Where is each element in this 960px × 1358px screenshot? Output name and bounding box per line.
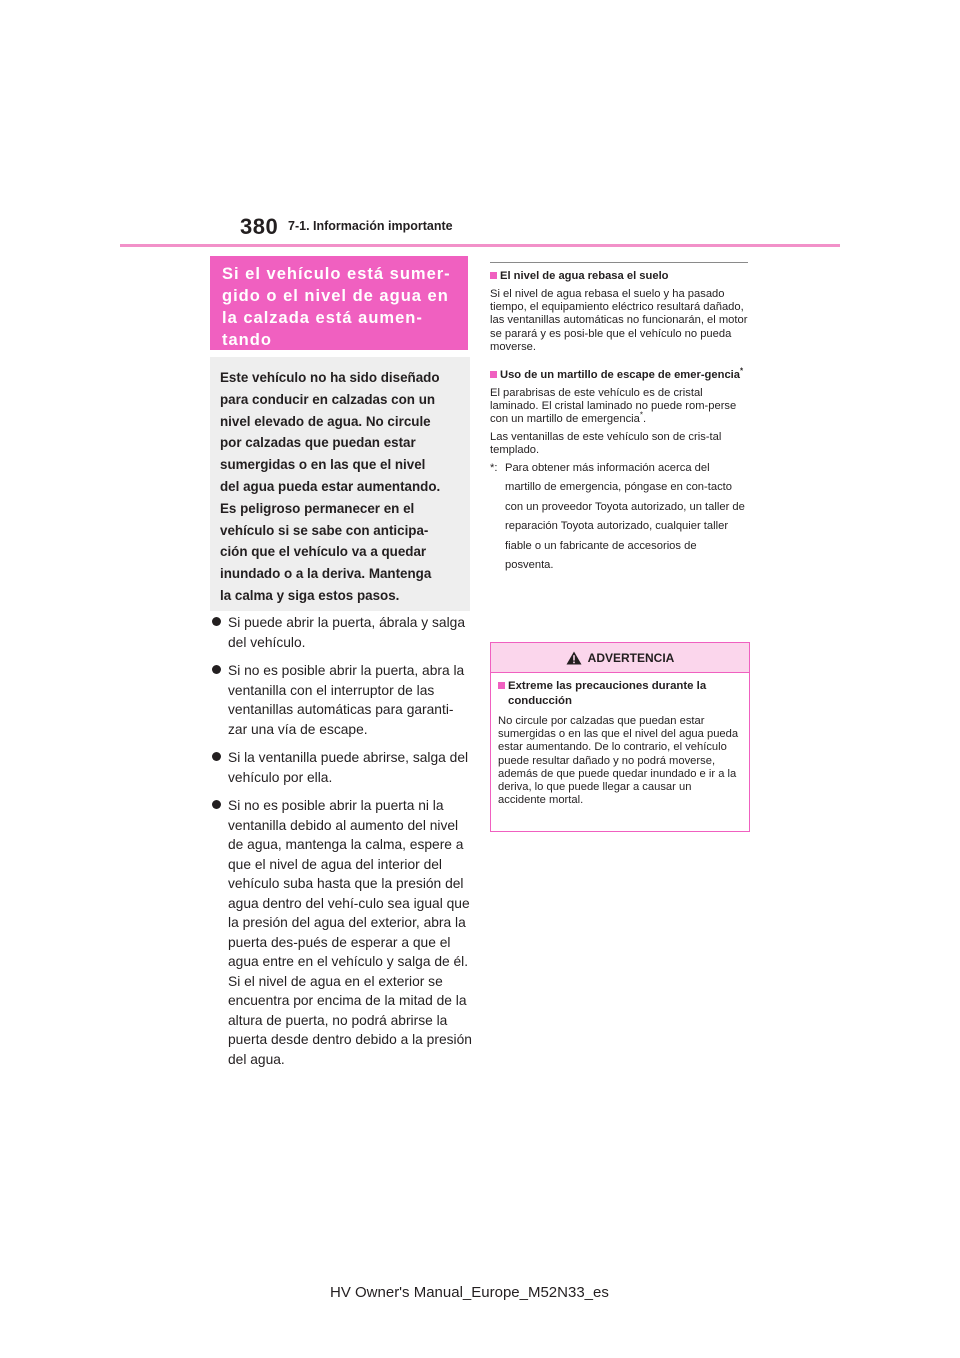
square-bullet-icon [498, 682, 505, 689]
list-item-text: Si no es posible abrir la puerta ni la ventanilla debido al aumento del nivel de agua, mantenga la calma, espere a que el nivel de agua del interior del vehículo suba hasta que la presión del agua dentro del vehí-culo sea igual que la presión del agua del exterior, abra la puerta des-pués de esperar a que el agua entre en el vehículo y salga de él. Si el nivel de agua en el exterior se encuentra por encima de la mitad de la altura de puerta, no podrá abrirse la puerta desde dentro debido a la presión del agua. [228, 798, 472, 1067]
footnote-text: Para obtener más información acerca del martillo de emergencia, póngase en con-tacto con un proveedor Toyota autorizado, un taller de reparación Toyota autorizado, cualquier taller fiable o un fabricante de accesorios de posventa. [505, 462, 745, 572]
section-heading: Si el vehículo está sumer-gido o el nivel de agua en la calzada está aumen-tando [210, 256, 468, 350]
paragraph: Si el nivel de agua rebasa el suelo y ha pasado tiempo, el equipamiento eléctrico resultará dañado, las ventanillas automáticas no funcionarán, el motor se parará y es posi-ble que el vehículo no pueda moverse. [490, 288, 748, 353]
list-item-text: Si puede abrir la puerta, ábrala y salga del vehículo. [228, 615, 465, 650]
bullet-icon [212, 665, 221, 674]
footnote-marker: * [740, 366, 744, 376]
bullet-icon [212, 752, 221, 761]
paragraph: Las ventanillas de este vehículo son de cris-tal templado. [490, 430, 722, 456]
paragraph-text: El parabrisas de este vehículo es de cristal laminado. El cristal laminado no puede rom-perse con un martillo de emergencia [490, 387, 737, 426]
footer-text: HV Owner's Manual_Europe_M52N33_es [330, 1284, 609, 1301]
list-item-text: Si no es posible abrir la puerta, abra la ventanilla con el interruptor de las ventanillas automáticas para garanti-zar una vía de escape. [228, 663, 465, 737]
intro-line: la calma y siga estos pasos. [220, 587, 400, 603]
page-number: 380 [240, 214, 279, 239]
intro-line: sumergidas o en las que el nivel [220, 457, 426, 473]
intro-line: nivel elevado de agua. No circule [220, 413, 431, 429]
intro-line: del agua pueda estar aumentando. [220, 478, 441, 494]
subheading-escape-hammer [490, 368, 748, 383]
warning-title: ADVERTENCIA [587, 650, 675, 665]
intro-line: Es peligroso permanecer en el [220, 500, 415, 516]
warning-header [491, 643, 749, 673]
info-column [490, 262, 748, 575]
paragraph [490, 387, 748, 427]
warning-body [491, 673, 749, 807]
bullet-icon [212, 617, 221, 626]
square-bullet-icon [490, 371, 497, 378]
intro-line: ción que el vehículo va a quedar [220, 544, 427, 560]
section-title: 7-1. Información importante [288, 219, 453, 233]
intro-line: inundado o a la deriva. Mantenga [220, 566, 432, 582]
list-item [210, 796, 472, 1069]
footnote-marker: *: [490, 462, 498, 475]
bullet-icon [212, 800, 221, 809]
footnote-marker: * [639, 410, 643, 420]
intro-line: por calzadas que puedan estar [220, 435, 416, 451]
subheading-water-level [490, 269, 748, 284]
warning-text: No circule por calzadas que puedan estar sumergidas o en las que el nivel del agua pueda estar aumentando. De lo contrario, el vehículo puede resultar dañado y no podrá moverse, además de que puede quedar inundado e ir a la deriva, lo que puede llegar a causar un accidente mortal. [498, 715, 739, 807]
paragraph-text: . [643, 413, 647, 426]
list-item-text: Si la ventanilla puede abrirse, salga del vehículo por ella. [228, 750, 469, 785]
list-item [210, 661, 472, 739]
warning-subheading [498, 679, 742, 709]
warning-triangle-icon [566, 651, 582, 665]
subheading-text: El nivel de agua rebasa el suelo [500, 270, 669, 282]
header-rule [120, 244, 840, 247]
warning-box [490, 642, 750, 832]
list-item [210, 748, 472, 787]
square-bullet-icon [490, 272, 497, 279]
list-item [210, 613, 472, 652]
steps-list [210, 613, 472, 1078]
intro-line: para conducir en calzadas con un [220, 391, 436, 407]
column-rule [490, 262, 748, 263]
subheading-text: Uso de un martillo de escape de emer-gencia [500, 369, 740, 382]
intro-box [210, 357, 470, 611]
intro-line: vehículo si se sabe con anticipa- [220, 522, 429, 538]
footnote [490, 459, 748, 575]
intro-line: Este vehículo no ha sido diseñado [220, 370, 440, 385]
subheading-text: Extreme las precauciones durante la conducción [508, 680, 707, 707]
